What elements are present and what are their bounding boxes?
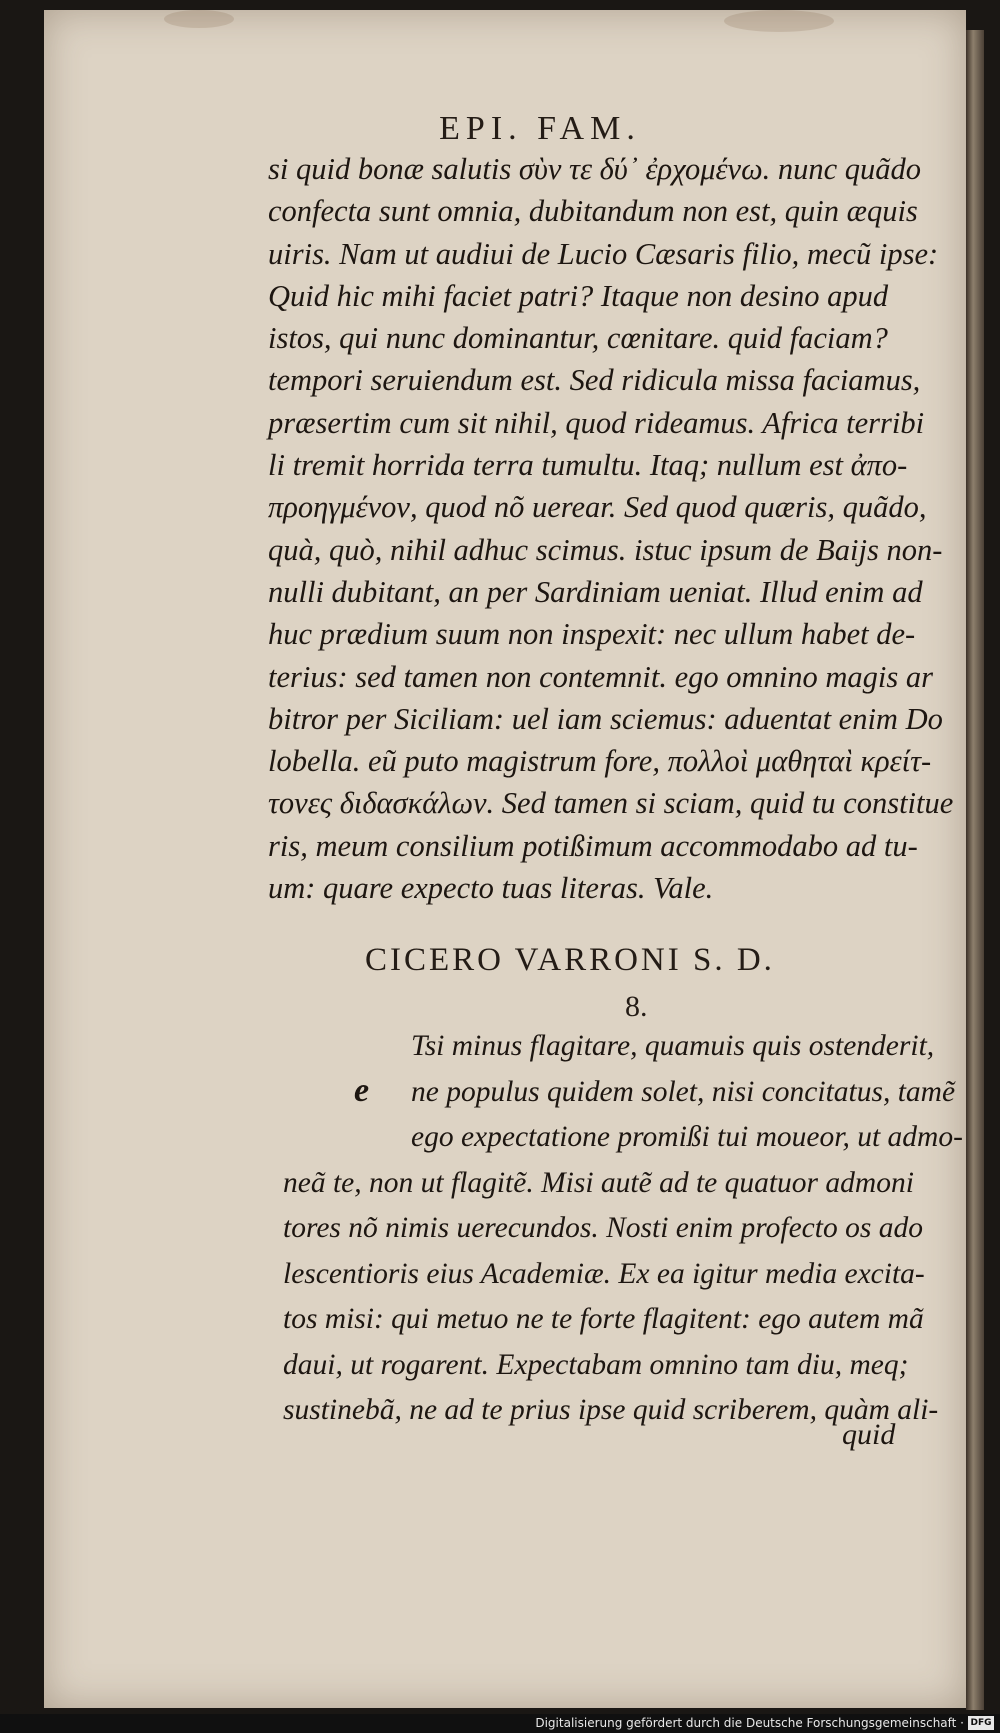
page-edge bbox=[966, 30, 984, 1710]
text-line: terius: sed tamen non contemnit. ego omnino magis ar bbox=[268, 659, 933, 694]
text-line: li tremit horrida terra tumultu. Itaq; nullum est ἀπο- bbox=[268, 448, 908, 483]
text-line: istos, qui nunc dominantur, cœnitare. quid faciam? bbox=[268, 321, 888, 356]
text-line: προηγμένον, quod nõ uerear. Sed quod quæris, quãdo, bbox=[268, 490, 927, 525]
initial-letter: e bbox=[354, 1072, 370, 1109]
text-line: daui, ut rogarent. Expectabam omnino tam diu, meq; bbox=[283, 1348, 909, 1381]
paper-stain bbox=[164, 10, 234, 28]
text-line: confecta sunt omnia, dubitandum non est, quin æquis bbox=[268, 194, 918, 229]
text-line: huc prædium suum non inspexit: nec ullum habet de- bbox=[268, 617, 916, 652]
text-line: nulli dubitant, an per Sardiniam ueniat. Illud enim ad bbox=[268, 574, 923, 609]
text-line: lobella. eũ puto magistrum fore, πολλοὶ μαθηταὶ κρείτ- bbox=[268, 744, 932, 779]
text-line: ego expectatione promißi tui moueor, ut admo- bbox=[411, 1121, 963, 1153]
dfg-logo: DFG bbox=[968, 1716, 994, 1730]
text-line: lescentioris eius Academiæ. Ex ea igitur media excita- bbox=[283, 1257, 925, 1290]
text-line: sustinebã, ne ad te prius ipse quid scriberem, quàm ali- bbox=[283, 1394, 939, 1426]
catchword: quid bbox=[842, 1418, 896, 1451]
text-line: bitror per Siciliam: uel iam sciemus: aduentat enim Do bbox=[268, 701, 943, 736]
text-line: Tsi minus flagitare, quamuis quis ostenderit, bbox=[411, 1030, 935, 1062]
text-line: neã te, non ut flagitẽ. Misi autẽ ad te quatuor admoni bbox=[283, 1166, 914, 1199]
paper-stain bbox=[724, 10, 834, 32]
text-line: præsertim cum sit nihil, quod rideamus. Africa terribi bbox=[268, 405, 925, 440]
running-head: EPI. FAM. bbox=[439, 110, 641, 147]
text-line: tempori seruiendum est. Sed ridicula missa faciamus, bbox=[268, 363, 921, 398]
letter-heading: CICERO VARRONI S. D. bbox=[365, 942, 775, 978]
text-line: τονες διδασκάλων. Sed tamen si sciam, quid tu constitue bbox=[268, 786, 954, 821]
text-line: uiris. Nam ut audiui de Lucio Cæsaris filio, mecũ ipse: bbox=[268, 236, 939, 271]
letter-text bbox=[283, 1024, 973, 1434]
letter-number: 8. bbox=[625, 990, 648, 1023]
text-line: ris, meum consilium potißimum accommodabo ad tu- bbox=[268, 828, 918, 863]
text-line: um: quare expecto tuas literas. Vale. bbox=[268, 871, 714, 906]
text-line: tos misi: qui metuo ne te forte flagitent: ego autem mã bbox=[283, 1303, 924, 1335]
footer-credit: Digitalisierung gefördert durch die Deutsche Forschungsgemeinschaft · bbox=[535, 1716, 964, 1730]
main-text bbox=[268, 148, 968, 909]
text-line: tores nõ nimis uerecundos. Nosti enim profecto os ado bbox=[283, 1212, 923, 1244]
text-line: ne populus quidem solet, nisi concitatus, tamẽ bbox=[411, 1075, 956, 1108]
text-line: si quid bonæ salutis σὺν τε δύ᾽ ἐρχομένω. nunc quãdo bbox=[268, 152, 922, 186]
text-line: quà, quò, nihil adhuc scimus. istuc ipsum de Baijs non- bbox=[268, 532, 943, 567]
text-line: Quid hic mihi faciet patri? Itaque non desino apud bbox=[268, 278, 889, 313]
